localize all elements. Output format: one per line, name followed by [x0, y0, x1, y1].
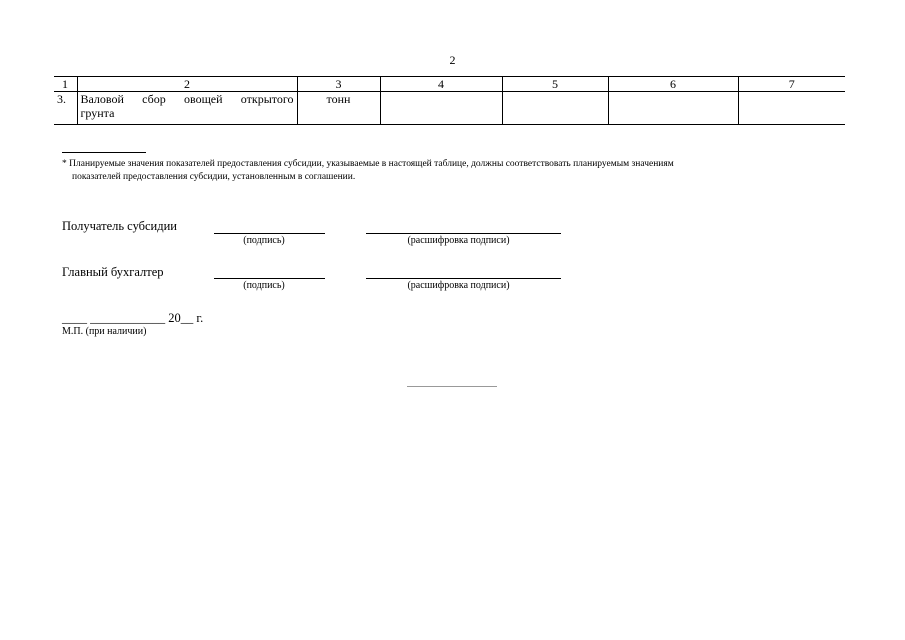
- col-header-3: 3: [297, 77, 380, 92]
- footnote-separator: [62, 152, 146, 153]
- accountant-label: Главный бухгалтер: [62, 265, 164, 279]
- stamp-note: М.П. (при наличии): [62, 326, 147, 337]
- page-number: 2: [449, 53, 456, 67]
- footnote: [62, 158, 844, 184]
- indicator-name: [77, 92, 297, 125]
- indicator-name-line2: грунта: [80, 106, 115, 120]
- col-header-6: 6: [608, 77, 738, 92]
- recipient-decode-caption: (расшифровка подписи): [407, 235, 510, 246]
- accountant-signature-line[interactable]: [214, 278, 325, 279]
- indicator-name-line1: Валовой сбор овощей открытого: [80, 92, 294, 106]
- recipient-label: Получатель субсидии: [62, 219, 177, 233]
- recipient-signature-line[interactable]: [214, 233, 325, 234]
- col-header-5: 5: [502, 77, 608, 92]
- accountant-decode-line[interactable]: [366, 278, 561, 279]
- accountant-decode-caption: (расшифровка подписи): [407, 280, 510, 291]
- value-cell-4[interactable]: [380, 92, 502, 125]
- col-header-4: 4: [380, 77, 502, 92]
- value-cell-6[interactable]: [608, 92, 738, 125]
- accountant-sign-caption: (подпись): [243, 280, 285, 291]
- footnote-line2: показателей предоставления субсидии, установленным в соглашении.: [72, 172, 356, 182]
- col-header-7: 7: [738, 77, 845, 92]
- table-header-row: [54, 77, 845, 92]
- col-header-2: 2: [77, 77, 297, 92]
- footnote-line1: * Планируемые значения показателей предоставления субсидии, указываемые в настоящей таблице, должны соответствовать планируемым значениям: [62, 159, 674, 169]
- unit-cell: тонн: [297, 92, 380, 125]
- value-cell-7[interactable]: [738, 92, 845, 125]
- value-cell-5[interactable]: [502, 92, 608, 125]
- table-row: [54, 92, 845, 125]
- row-number: 3.: [54, 92, 77, 125]
- recipient-decode-line[interactable]: [366, 233, 561, 234]
- end-separator: [407, 386, 497, 387]
- indicators-table: [54, 76, 845, 125]
- recipient-sign-caption: (подпись): [243, 235, 285, 246]
- col-header-1: 1: [54, 77, 77, 92]
- date-line[interactable]: ____ ____________ 20__ г.: [62, 311, 204, 325]
